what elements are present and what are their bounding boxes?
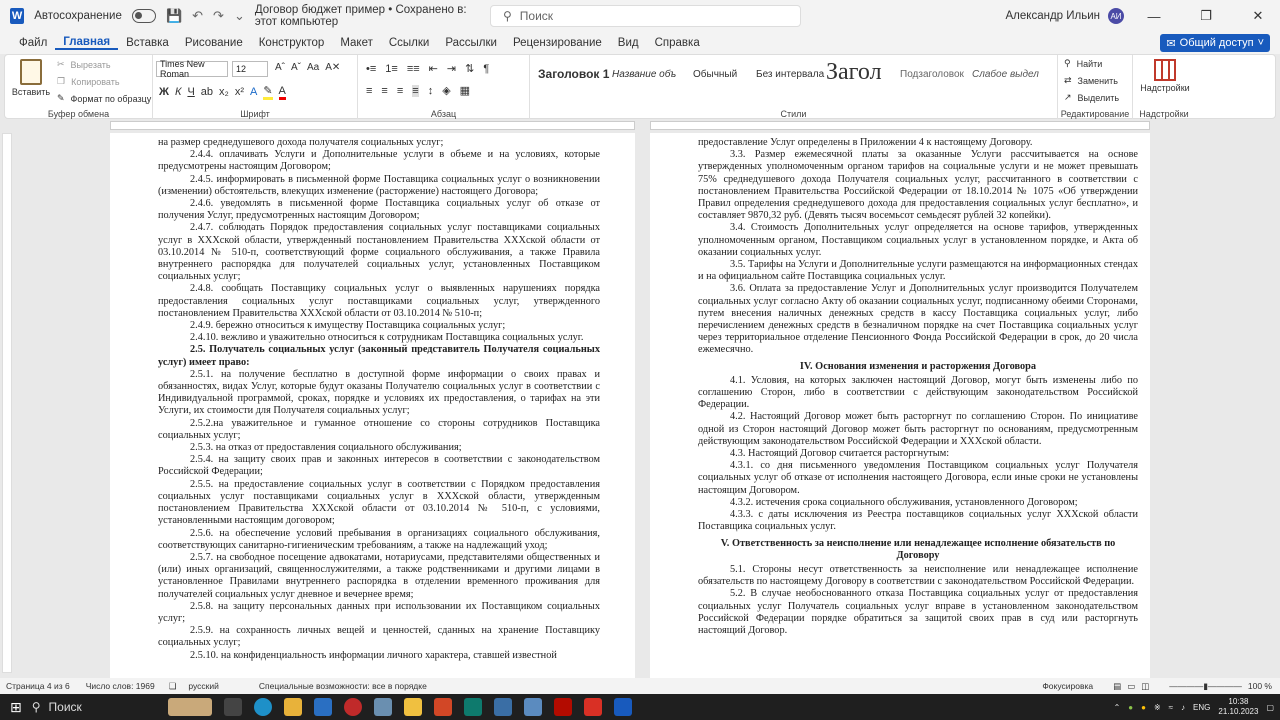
paragraph: 2.4.5. информировать в письменной форме Поставщика социальных услуг о возникновении (изменении) обстоятельств, влекущих изменение (расторжение) настоящего Договора;: [158, 173, 600, 197]
paragraph: 4.1. Условия, на которых заключен настоящий Договор, могут быть изменены либо по соглашению Сторон, либо в соответствии с действующим законодательством Российской Федерации.: [698, 374, 1138, 411]
paragraph: 5.2. В случае необоснованного отказа Поставщика социальных услуг от предоставления социальных услуг Получатель социальных услуг вправе в установленном законодательством Российской Федерации порядке обратиться за защитой своих прав в суд или расторгнуть настоящий Договор.: [698, 588, 1138, 636]
highlight-icon[interactable]: ✎: [263, 84, 272, 100]
zoom-slider[interactable]: ————▮————: [1169, 680, 1242, 691]
search-placeholder: Поиск: [519, 9, 554, 23]
paragraph: 3.5. Тарифы на Услуги и Дополнительные услуги размещаются на информационных стендах и на официальном сайте Поставщика социальных услуг.: [698, 259, 1138, 283]
notifications-icon[interactable]: ▢: [1266, 702, 1274, 712]
tray-app-icon[interactable]: ●: [1128, 702, 1134, 712]
paragraph: 5.1. Стороны несут ответственность за неисполнение или ненадлежащее исполнение обязательств по настоящему Договору в соответствии с законодательством Российской Федерации.: [698, 563, 1138, 588]
paragraph: 3.4. Стоимость Дополнительных услуг определяется на основе тарифов, утвержденных уполномоченным органом, Поставщиком социальных услуг в установленном порядке, и Акта об оказании социальных услуг.: [698, 222, 1138, 258]
ruler-right[interactable]: [650, 121, 1150, 130]
addins-label: Надстройки: [1140, 83, 1190, 93]
explorer-icon[interactable]: [284, 698, 302, 716]
paragraph-group: [358, 55, 530, 120]
clear-format-icon[interactable]: A✕: [325, 62, 341, 73]
app-c-icon[interactable]: [584, 698, 602, 716]
style-title[interactable]: Название объ: [612, 69, 677, 80]
save-icon[interactable]: 💾: [165, 8, 183, 23]
web-layout-icon[interactable]: ◫: [1141, 680, 1150, 691]
paragraph: на размер среднедушевого дохода получателя социальных услуг;: [158, 137, 444, 148]
title-bar: [0, 0, 1280, 32]
read-mode-icon[interactable]: ▤: [1113, 680, 1122, 691]
system-tray: [1114, 694, 1274, 720]
tab-view[interactable]: Вид: [617, 37, 639, 49]
clipboard-group: [5, 55, 153, 120]
share-button[interactable]: [1160, 34, 1270, 52]
editing-group: [1058, 55, 1133, 120]
page-left[interactable]: [110, 133, 635, 678]
style-heading[interactable]: Загол: [826, 59, 882, 85]
paragraph: 2.5.9. на сохранность личных вещей и ценностей, сданных на хранение Поставщику социальных услуг;: [158, 625, 600, 649]
change-case-icon[interactable]: Aa: [307, 62, 320, 73]
ribbon: [4, 54, 1276, 119]
align-left-icon[interactable]: ≡: [366, 84, 373, 97]
bold-icon[interactable]: Ж: [159, 86, 169, 98]
decrease-indent-icon[interactable]: ⇤: [428, 63, 438, 75]
input-language[interactable]: ENG: [1193, 702, 1211, 712]
clock-date: 21.10.2023: [1218, 707, 1259, 716]
replace-label: Заменить: [1077, 75, 1118, 86]
paragraph: 2.4.8. сообщать Поставщику социальных услуг о выявленных нарушениях порядка предоставления социальных услуг поставщиками социальных услуг, утвержденного постановлением Правительства ХХХской области от 03.10.2014 № 510-п;: [158, 283, 600, 319]
restore-icon[interactable]: ❐: [1200, 8, 1212, 23]
paragraph: 3.3. Размер ежемесячной платы за оказанные Услуги рассчитывается на основе утвержденных уполномоченным органом тарифов на социальные услуги и не может превышать 75% среднедушевого дохода Получателя социальных услуг, рассчитанного в соответствии с постановлением Правительства Российской Федерации от 18.10.2014 № 1075 «Об утверждении Правил определения среднедушевого дохода для предоставления социальных услуг бесплатно», и составляет 9870,32 руб. (Девять тысяч восемьсот семьдесят рублей 32 копейки).: [698, 149, 1138, 222]
select-label: Выделить: [1077, 92, 1120, 103]
paragraph: 2.5.5. на предоставление социальных услуг в соответствии с Порядком предоставления социальных услуг поставщиками социальных услуг в ХХХской области, утвержденным постановлением Правительства ХХХской области от 03.10.2014 № 510-п, с условиями, установленными настоящим договором;: [158, 478, 600, 527]
ribbon-tabs: [0, 32, 1280, 54]
multilevel-icon[interactable]: ≡≡: [406, 62, 420, 75]
tab-design[interactable]: Конструктор: [258, 37, 325, 49]
paragraph: 2.5.6. на обеспечение условий пребывания в организациях социального обслуживания, соответствующих санитарно-гигиеническим требованиям, а также на надлежащий уход;: [158, 527, 600, 551]
accessibility-status[interactable]: Специальные возможности: все в порядке: [258, 681, 427, 691]
pilcrow-icon[interactable]: ¶: [483, 62, 490, 75]
paragraph: 2.5.10. на конфиденциальность информации личного характера, ставшей известной: [190, 649, 557, 661]
subscript-icon[interactable]: x₂: [219, 86, 229, 98]
paragraph: 2.5.7. на свободное посещение адвокатами, нотариусами, представителями общественных и (или) иных организаций, священнослужителями, а также родственниками и другими лицами в установленное Правилами внутреннего распорядка в отделении временного проживания для получателей социальных услуг дневное и вечернее время;: [158, 551, 600, 600]
bullets-icon[interactable]: •≡: [366, 62, 377, 75]
addins-icon: [1154, 59, 1176, 81]
addins-group-label: Надстройки: [1139, 109, 1189, 119]
style-normal[interactable]: Обычный: [693, 69, 738, 80]
opera-icon[interactable]: [344, 698, 362, 716]
taskbar-search[interactable]: [32, 700, 162, 714]
justify-icon[interactable]: ≡: [412, 84, 419, 97]
clock[interactable]: [1218, 697, 1258, 717]
tab-insert[interactable]: Вставка: [126, 37, 169, 49]
paragraph: 2.5.1. на получение бесплатно в доступной форме информации о своих правах и обязанностях, видах Услуг, которые будут оказаны Получателю социальных услуг в соответствии с Индивидуальной программой, сроках, порядке и условиях их предоставления, о тарифах на эти Услуги, их стоимости для Получателя социальных услуг;: [158, 368, 600, 417]
align-center-icon[interactable]: ≡: [381, 84, 388, 97]
format-painter-label: Формат по образцу: [70, 93, 152, 104]
paragraph: 2.5. Получатель социальных услуг (законный представитель Получателя социальных услуг) имеет право:: [158, 344, 600, 368]
paragraph: 2.5.8. на защиту персональных данных при использовании их Поставщиком социальных услуг;: [158, 600, 600, 624]
font-size-select[interactable]: 12: [232, 61, 268, 77]
acrobat-icon[interactable]: [554, 698, 572, 716]
addins-group: [1133, 55, 1195, 120]
page-count[interactable]: Страница 4 из 6: [6, 681, 70, 691]
cut-label: Вырезать: [70, 59, 111, 70]
paragraph: предоставление Услуг определены в Приложении 4 к настоящему Договору.: [698, 137, 1033, 148]
calculator-icon[interactable]: [374, 698, 392, 716]
paragraph: 2.4.7. соблюдать Порядок предоставления социальных услуг поставщиками социальных услуг в ХХХской области, утвержденный постановлением Правительства ХХХской области от 03.10.2014 № 510-п, соответствующий форме социального обслуживания, а также Правила внутреннего распорядка для получателей социальных услуг, установленных Поставщиком социальных услуг;: [158, 222, 600, 283]
line-spacing-icon[interactable]: ↕: [427, 84, 434, 97]
paste-button[interactable]: [11, 59, 51, 97]
copy-icon: ❐: [57, 76, 66, 86]
taskbar: [0, 694, 1280, 720]
tab-help[interactable]: Справка: [654, 37, 700, 49]
paragraph: 4.2. Настоящий Договор может быть расторгнут по соглашению Сторон. По инициативе одной из Сторон настоящий Договор может быть расторгнут по основаниям, предусмотренным действующим законодательством Российской Федерации и ХХХской области.: [698, 411, 1138, 447]
volume-icon[interactable]: ♪: [1181, 702, 1186, 712]
autosave-toggle[interactable]: [132, 9, 156, 23]
paragraph: 3.6. Оплата за предоставление Услуг и Дополнительных услуг производится Получателем социальных услуг согласно Акту об оказании социальных услуг, подписанному обеими Сторонами, путем внесения наличных денежных средств в кассу Поставщика социальных услуг, либо перечислением денежных средств в безналичном порядке на счет Поставщика социальных услуг через территориальное отделение Пенсионного Фонда Российской Федерации в срок, до 20 числа ежемесячно.: [698, 283, 1138, 356]
page-right[interactable]: [650, 133, 1150, 678]
increase-indent-icon[interactable]: ⇥: [446, 63, 457, 75]
style-subtitle[interactable]: Подзаголовок: [900, 69, 964, 80]
word-logo-icon: W: [11, 10, 23, 22]
store-icon[interactable]: [464, 698, 482, 716]
paragraph: 2.5.3. на отказ от предоставления социального обслуживания;: [190, 442, 462, 454]
tab-file[interactable]: Файл: [19, 37, 48, 49]
cursor-icon: ↗: [1064, 92, 1072, 102]
powerpoint-icon[interactable]: [434, 698, 452, 716]
find-button[interactable]: [1064, 58, 1102, 69]
paragraph-group-label: Абзац: [430, 109, 457, 119]
underline-icon[interactable]: Ч: [187, 86, 195, 98]
font-format-tools: [159, 84, 286, 100]
paragraph: 4.3. Настоящий Договор считается расторгнутым:: [730, 448, 950, 460]
chevron-down-icon: ˅: [1257, 37, 1264, 49]
print-layout-icon[interactable]: ▭: [1127, 680, 1136, 691]
copy-button[interactable]: [57, 76, 120, 87]
sort-icon[interactable]: ⇅: [465, 63, 475, 75]
replace-button[interactable]: [1064, 75, 1118, 86]
avatar[interactable]: АИ: [1108, 8, 1124, 24]
brush-icon: ✎: [57, 93, 65, 103]
tab-review[interactable]: Рецензирование: [512, 37, 602, 49]
news-widget-icon[interactable]: [168, 698, 212, 716]
paragraph: 2.4.9. бережно относиться к имуществу Поставщика социальных услуг;: [190, 320, 506, 332]
mail-icon[interactable]: [314, 698, 332, 716]
close-icon[interactable]: ✕: [1252, 8, 1264, 23]
numbering-icon[interactable]: 1≡: [385, 62, 398, 75]
paragraph: 2.4.6. уведомлять в письменной форме Поставщика социальных услуг об отказе от получения Услуг, предусмотренных настоящим Договором;: [158, 198, 600, 222]
redo-icon[interactable]: ↷: [213, 8, 224, 23]
share-label: Общий доступ: [1179, 37, 1254, 49]
paragraph: 2.4.10. вежливо и уважительно относиться к сотрудникам Поставщика социальных услуг.: [190, 332, 584, 344]
status-bar: [0, 678, 1280, 694]
chevron-up-icon[interactable]: ⌃: [1113, 702, 1121, 712]
windows-start-icon[interactable]: ⊞: [10, 698, 22, 715]
styles-group: [530, 55, 1058, 120]
paragraph: 4.3.3. с даты исключения из Реестра поставщиков социальных услуг ХХХской области Поставщика социальных услуг.: [698, 509, 1138, 533]
paragraph-align-tools: [366, 84, 470, 97]
shrink-font-icon[interactable]: Aˇ: [291, 62, 301, 73]
borders-icon[interactable]: ▦: [459, 85, 471, 97]
scissors-icon: ✂: [57, 59, 65, 69]
ruler-left[interactable]: [110, 121, 635, 130]
section-heading: V. Ответственность за неисполнение или ненадлежащее исполнение обязательств по Договору: [720, 537, 1116, 561]
paragraph-list-tools: [366, 62, 489, 75]
format-painter-button[interactable]: [57, 93, 151, 104]
paragraph: 2.4.4. оплачивать Услуги и Дополнительные услуги в объеме и на условиях, которые предусмотрены настоящим Договором;: [158, 149, 600, 173]
language[interactable]: русский: [188, 681, 219, 691]
paste-label: Вставить: [11, 87, 51, 97]
superscript-icon[interactable]: x²: [234, 86, 244, 98]
proofing-icon[interactable]: ❏: [168, 680, 177, 691]
ruler-bar: [0, 119, 1280, 133]
italic-icon[interactable]: К: [174, 86, 182, 98]
replace-icon: ⇄: [1064, 75, 1072, 85]
font-color-icon[interactable]: A: [279, 85, 286, 100]
align-right-icon[interactable]: ≡: [396, 84, 404, 97]
tab-mailings[interactable]: Рассылки: [445, 37, 497, 49]
edge-icon[interactable]: [254, 698, 272, 716]
tab-home[interactable]: Главная: [55, 36, 118, 50]
document-title[interactable]: Договор бюджет пример • Сохранено в: этот компьютер: [254, 4, 467, 28]
customize-qat-icon[interactable]: ⌄: [233, 8, 245, 23]
taskbar-search-label: Поиск: [48, 700, 82, 714]
section-heading: IV. Основания изменения и расторжения Договора: [799, 360, 1037, 372]
tab-references[interactable]: Ссылки: [388, 37, 430, 49]
style-no-spacing[interactable]: Без интервала: [756, 69, 825, 80]
search-icon: ⚲: [503, 9, 512, 23]
autosave-label: Автосохранение: [34, 10, 122, 22]
clock-time: 10:38: [1228, 697, 1249, 706]
search-icon: ⚲: [1064, 58, 1071, 68]
select-button[interactable]: [1064, 92, 1119, 103]
font-name-select[interactable]: Times New Roman: [156, 61, 228, 77]
paste-icon: [20, 59, 42, 85]
styles-group-label: Стили: [780, 109, 807, 119]
paragraph: 2.5.2.на уважительное и гуманное отношение со стороны сотрудников Поставщика социальных услуг;: [158, 417, 600, 441]
search-box[interactable]: [490, 5, 801, 27]
vertical-ruler[interactable]: [2, 133, 12, 673]
addins-button[interactable]: [1137, 59, 1193, 93]
editing-group-label: Редактирование: [1060, 109, 1130, 119]
search-icon: ⚲: [31, 700, 41, 714]
user-name[interactable]: Александр Ильин: [1005, 10, 1100, 22]
clipboard-group-label: Буфер обмена: [47, 109, 110, 119]
tab-layout[interactable]: Макет: [340, 37, 373, 49]
cut-button[interactable]: [57, 59, 111, 70]
minimize-icon[interactable]: —: [1147, 8, 1161, 24]
word-taskbar-icon[interactable]: [614, 698, 632, 716]
font-group: [153, 55, 358, 120]
font-group-label: Шрифт: [240, 109, 270, 119]
save-app-icon[interactable]: [494, 698, 512, 716]
style-subtle-emphasis[interactable]: Слабое выдел: [972, 69, 1039, 80]
window-app-icon[interactable]: [524, 698, 542, 716]
style-heading1[interactable]: Заголовок 1: [538, 67, 610, 81]
grow-font-icon[interactable]: Aˆ: [275, 62, 285, 73]
copy-label: Копировать: [71, 76, 120, 87]
tab-draw[interactable]: Рисование: [184, 37, 243, 49]
font-size-tools: [275, 62, 340, 73]
find-label: Найти: [1076, 58, 1103, 69]
tray-app2-icon[interactable]: ●: [1141, 702, 1146, 712]
strikethrough-icon[interactable]: ab: [200, 86, 214, 98]
bluetooth-icon[interactable]: ※: [1153, 702, 1161, 712]
word-count[interactable]: Число слов: 1969: [85, 681, 155, 691]
wifi-icon[interactable]: ≈: [1168, 702, 1174, 712]
text-effects-icon[interactable]: A: [249, 86, 258, 98]
share-icon: ✉: [1166, 37, 1176, 50]
notes-icon[interactable]: [404, 698, 422, 716]
shading-icon[interactable]: ◈: [442, 85, 451, 97]
task-view-icon[interactable]: [224, 698, 242, 716]
paragraph: 2.5.4. на защиту своих прав и законных интересов в соответствии с законодательством Российской Федерации;: [158, 454, 600, 478]
paragraph: 4.3.1. со дня письменного уведомления Поставщиком социальных услуг Получателя социальных услуг об отказе от исполнения настоящего Договора, если иные сроки не установлены настоящим Договором.: [698, 460, 1138, 496]
paragraph: 4.3.2. истечения срока социального обслуживания, установленного Договором;: [730, 496, 1078, 508]
undo-icon[interactable]: ↶: [192, 8, 204, 23]
focus-mode[interactable]: Фокусировка: [1042, 681, 1094, 691]
zoom-level[interactable]: 100 %: [1247, 681, 1272, 691]
